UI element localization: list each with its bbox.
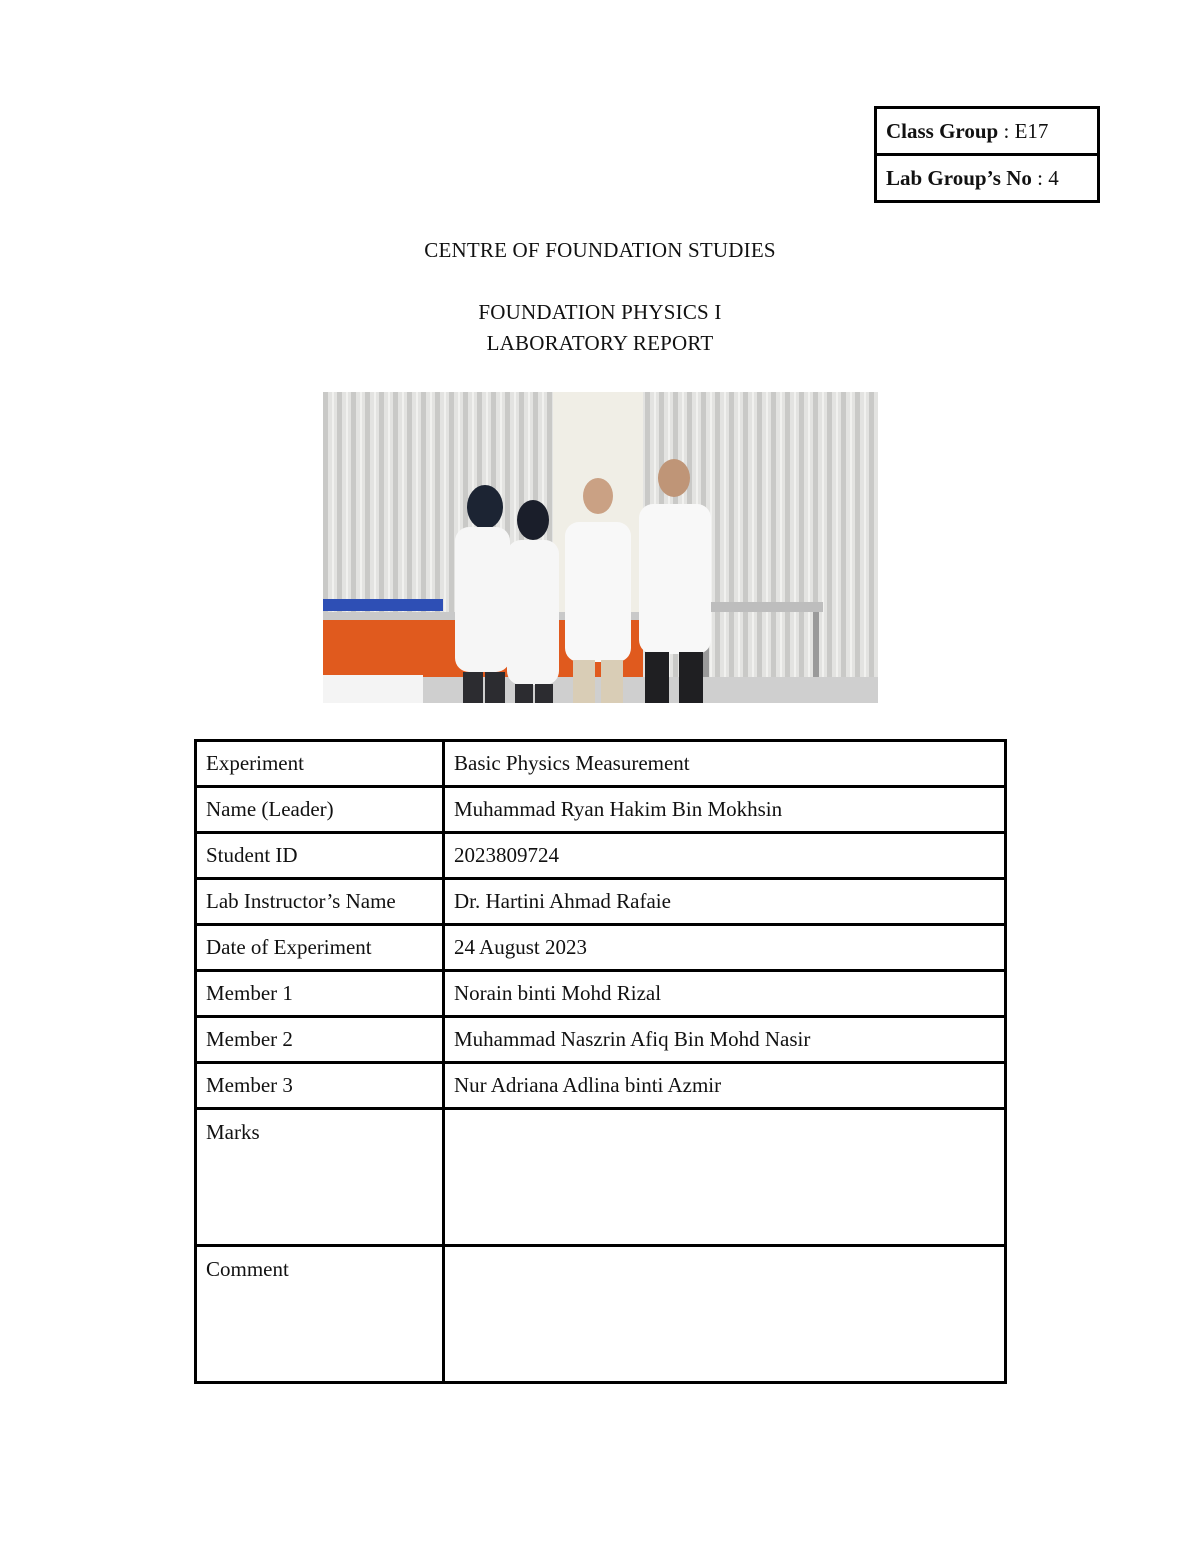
table-row-leader	[196, 787, 1006, 833]
table-row-member-1	[196, 971, 1006, 1017]
member-2-value: Muhammad Naszrin Afiq Bin Mohd Nasir	[444, 1017, 1006, 1063]
marks-label: Marks	[196, 1109, 444, 1246]
lab-group-row	[876, 155, 1099, 202]
group-photo	[323, 392, 878, 703]
comment-label: Comment	[196, 1246, 444, 1383]
experiment-value: Basic Physics Measurement	[444, 741, 1006, 787]
lab-group-label: Lab Group’s No	[886, 165, 1032, 190]
table-row-comment	[196, 1246, 1006, 1383]
course-heading: FOUNDATION PHYSICS I	[478, 300, 722, 324]
instructor-label: Lab Instructor’s Name	[196, 879, 444, 925]
report-heading: LABORATORY REPORT	[486, 331, 714, 355]
lab-group-cell	[876, 155, 1099, 202]
student-id-label: Student ID	[196, 833, 444, 879]
class-group-cell	[876, 108, 1099, 155]
member-3-label: Member 3	[196, 1063, 444, 1109]
report-info-table	[194, 739, 1007, 1384]
group-info-box	[874, 106, 1100, 203]
table-row-marks	[196, 1109, 1006, 1246]
table-row-member-2	[196, 1017, 1006, 1063]
member-2-label: Member 2	[196, 1017, 444, 1063]
class-group-row	[876, 108, 1099, 155]
date-value: 24 August 2023	[444, 925, 1006, 971]
date-label: Date of Experiment	[196, 925, 444, 971]
member-1-label: Member 1	[196, 971, 444, 1017]
table-row-experiment	[196, 741, 1006, 787]
table-row-member-3	[196, 1063, 1006, 1109]
member-3-value: Nur Adriana Adlina binti Azmir	[444, 1063, 1006, 1109]
member-1-value: Norain binti Mohd Rizal	[444, 971, 1006, 1017]
experiment-label: Experiment	[196, 741, 444, 787]
instructor-value: Dr. Hartini Ahmad Rafaie	[444, 879, 1006, 925]
class-group-value: : E17	[998, 118, 1049, 143]
class-group-label: Class Group	[886, 118, 999, 143]
comment-value	[444, 1246, 1006, 1383]
table-row-date	[196, 925, 1006, 971]
lab-group-photo-image	[323, 392, 878, 703]
leader-value: Muhammad Ryan Hakim Bin Mokhsin	[444, 787, 1006, 833]
centre-heading: CENTRE OF FOUNDATION STUDIES	[424, 238, 776, 262]
leader-label: Name (Leader)	[196, 787, 444, 833]
lab-group-value: : 4	[1031, 165, 1059, 190]
table-row-student-id	[196, 833, 1006, 879]
student-id-value: 2023809724	[444, 833, 1006, 879]
marks-value	[444, 1109, 1006, 1246]
table-row-instructor	[196, 879, 1006, 925]
